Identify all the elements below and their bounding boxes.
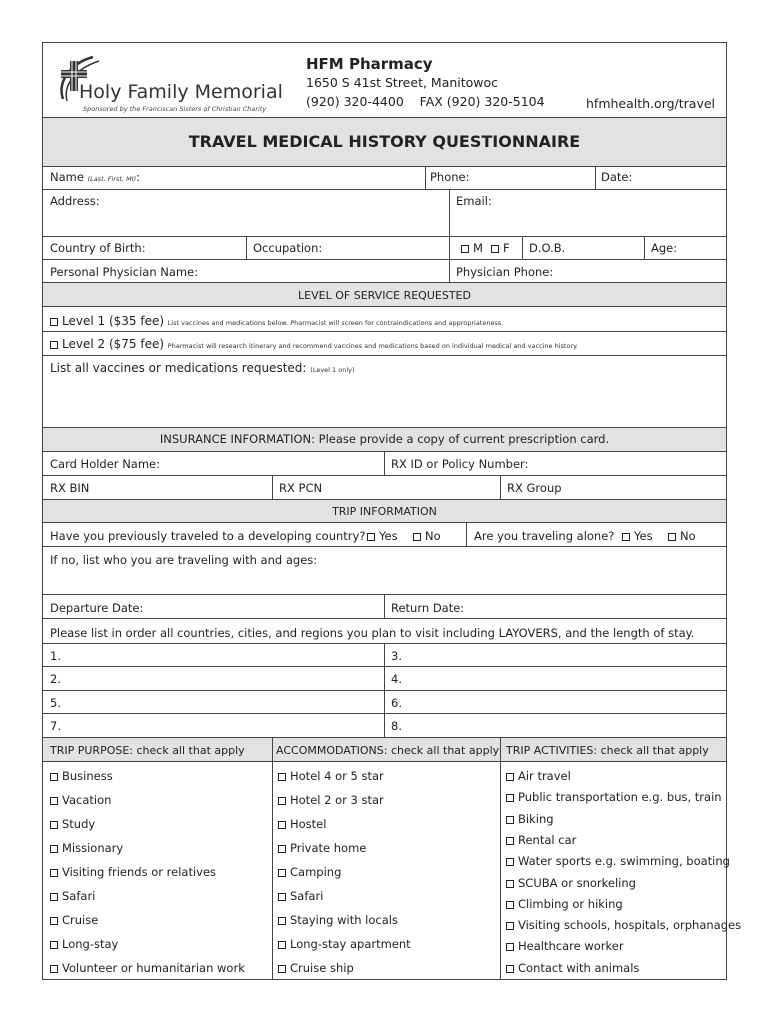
trip-purpose-option-checkbox[interactable] bbox=[50, 913, 98, 927]
departure-date-label: Departure Date: bbox=[50, 601, 144, 615]
accommodation-option-checkbox[interactable] bbox=[278, 961, 354, 975]
trip-purpose-option-checkbox[interactable] bbox=[50, 793, 111, 807]
trip-activity-option-label: Healthcare worker bbox=[518, 939, 624, 954]
checkbox-icon bbox=[668, 533, 676, 541]
level1-checkbox[interactable]: Level 1 ($35 fee) List vaccines and medications below. Pharmacist will screen for contraindications and appropriateness. bbox=[50, 314, 503, 330]
checkbox-icon bbox=[50, 845, 58, 853]
sex-male-checkbox[interactable]: M bbox=[461, 241, 483, 255]
level2-checkbox[interactable]: Level 2 ($75 fee) Pharmacist will research itinerary and recommend vaccines and medications based on individual medical and vaccine history. bbox=[50, 337, 578, 353]
accommodation-option-label: Hotel 4 or 5 star bbox=[290, 769, 384, 783]
stop-8-field[interactable] bbox=[385, 713, 726, 737]
checkbox-icon bbox=[506, 773, 514, 781]
trip-activity-option-checkbox[interactable] bbox=[506, 918, 741, 932]
physician-phone-label: Physician Phone: bbox=[456, 265, 554, 279]
trip-activities-heading: TRIP ACTIVITIES: check all that apply bbox=[506, 744, 709, 757]
stop-1-field[interactable] bbox=[43, 643, 384, 666]
date-label: Date: bbox=[601, 170, 633, 184]
checkbox-icon bbox=[506, 922, 514, 930]
checkbox-icon bbox=[506, 794, 514, 802]
logo-name: Holy Family Memorial bbox=[79, 81, 283, 103]
trip-activity-option-checkbox[interactable] bbox=[506, 876, 636, 890]
stop-6-field[interactable] bbox=[385, 690, 726, 713]
checkbox-icon bbox=[491, 245, 499, 253]
stop-4-field[interactable] bbox=[385, 666, 726, 690]
logo-tagline: Sponsored by the Franciscan Sisters of Christian Charity bbox=[83, 105, 267, 113]
pharmacy-name: HFM Pharmacy bbox=[306, 55, 433, 73]
phone-label: Phone: bbox=[430, 170, 470, 184]
accommodations-heading: ACCOMMODATIONS: check all that apply bbox=[276, 744, 500, 757]
checkbox-icon bbox=[506, 837, 514, 845]
card-holder-label: Card Holder Name: bbox=[50, 457, 160, 471]
trip-activity-option-checkbox[interactable] bbox=[506, 769, 571, 783]
accommodation-option-label: Staying with locals bbox=[290, 913, 398, 927]
country-of-birth-label: Country of Birth: bbox=[50, 241, 146, 255]
trip-activity-option-checkbox[interactable] bbox=[506, 939, 624, 953]
checkbox-icon bbox=[506, 901, 514, 909]
checkbox-icon bbox=[50, 869, 58, 877]
accommodation-option-checkbox[interactable] bbox=[278, 793, 384, 807]
accommodation-option-checkbox[interactable] bbox=[278, 817, 326, 831]
checkbox-icon bbox=[413, 533, 421, 541]
checkbox-icon bbox=[278, 797, 286, 805]
trip-activity-option-label: Contact with animals bbox=[518, 960, 640, 975]
email-label: Email: bbox=[456, 194, 492, 208]
insurance-heading: INSURANCE INFORMATION: Please provide a copy of current prescription card. bbox=[159, 432, 610, 446]
trip-purpose-option-label: Vacation bbox=[62, 793, 112, 807]
trip-activity-option-checkbox[interactable] bbox=[506, 961, 639, 975]
accommodation-option-label: Cruise ship bbox=[290, 961, 354, 975]
stop-4-label: 4. bbox=[391, 672, 402, 686]
service-heading: LEVEL OF SERVICE REQUESTED bbox=[298, 289, 471, 302]
logo bbox=[53, 51, 293, 113]
companions-label: If no, list who you are traveling with and ages: bbox=[50, 553, 318, 567]
trip-purpose-option-label: Cruise bbox=[62, 913, 99, 927]
checkbox-icon bbox=[50, 318, 58, 326]
trip-purpose-option-checkbox[interactable] bbox=[50, 769, 113, 783]
checkbox-icon bbox=[506, 880, 514, 888]
accommodation-option-checkbox[interactable] bbox=[278, 865, 341, 879]
checkbox-icon bbox=[278, 917, 286, 925]
trip-activity-option-label: Water sports e.g. swimming, boating bbox=[518, 854, 730, 869]
developing-yes-checkbox[interactable]: Yes bbox=[367, 529, 398, 543]
checkbox-icon bbox=[50, 917, 58, 925]
rx-group-label: RX Group bbox=[507, 481, 562, 495]
trip-purpose-option-checkbox[interactable] bbox=[50, 841, 123, 855]
trip-purpose-option-label: Safari bbox=[62, 889, 96, 903]
accommodation-option-label: Long-stay apartment bbox=[290, 937, 411, 951]
checkbox-icon bbox=[50, 821, 58, 829]
stop-7-label: 7. bbox=[50, 719, 61, 733]
rx-bin-label: RX BIN bbox=[50, 481, 90, 495]
website-link[interactable]: hfmhealth.org/travel bbox=[586, 96, 716, 111]
trip-purpose-option-checkbox[interactable] bbox=[50, 961, 245, 975]
vaccines-label: List all vaccines or medications requested: (Level 1 only) bbox=[50, 361, 355, 375]
form-title: TRAVEL MEDICAL HISTORY QUESTIONNAIRE bbox=[188, 132, 581, 151]
trip-purpose-option-checkbox[interactable] bbox=[50, 937, 118, 951]
sex-female-checkbox[interactable]: F bbox=[491, 241, 510, 255]
trip-activity-option-checkbox[interactable] bbox=[506, 854, 730, 868]
stop-2-field[interactable] bbox=[43, 666, 384, 690]
name-label: Name (Last, First, MI): bbox=[50, 170, 141, 184]
occupation-label: Occupation: bbox=[253, 241, 323, 255]
accommodation-option-checkbox[interactable] bbox=[278, 913, 398, 927]
accommodation-option-checkbox[interactable] bbox=[278, 889, 323, 903]
checkbox-icon bbox=[50, 341, 58, 349]
checkbox-icon bbox=[278, 869, 286, 877]
accommodation-option-label: Private home bbox=[290, 841, 367, 855]
trip-purpose-option-label: Missionary bbox=[62, 841, 124, 855]
address-field[interactable] bbox=[43, 189, 449, 236]
address-label: Address: bbox=[50, 194, 100, 208]
checkbox-icon bbox=[278, 845, 286, 853]
trip-purpose-option-checkbox[interactable] bbox=[50, 817, 95, 831]
dob-label: D.O.B. bbox=[529, 241, 566, 255]
stop-7-field[interactable] bbox=[43, 713, 384, 737]
rx-pcn-label: RX PCN bbox=[279, 481, 323, 495]
traveling-alone-question: Are you traveling alone? bbox=[474, 529, 615, 543]
checkbox-icon bbox=[278, 821, 286, 829]
trip-activity-option-label: Air travel bbox=[518, 769, 571, 783]
trip-activity-option-label: Public transportation e.g. bus, train bbox=[518, 790, 722, 805]
trip-purpose-option-checkbox[interactable] bbox=[50, 865, 216, 879]
physician-name-label: Personal Physician Name: bbox=[50, 265, 199, 279]
accommodation-option-label: Hotel 2 or 3 star bbox=[290, 793, 384, 807]
trip-activity-option-label: Rental car bbox=[518, 832, 577, 847]
trip-activity-option-label: Visiting schools, hospitals, orphanages bbox=[518, 918, 742, 933]
checkbox-icon bbox=[50, 773, 58, 781]
trip-activity-option-checkbox[interactable] bbox=[506, 790, 722, 804]
stop-3-field[interactable] bbox=[385, 643, 726, 666]
trip-purpose-option-checkbox[interactable] bbox=[50, 889, 95, 903]
developing-country-question: Have you previously traveled to a developing country? bbox=[50, 529, 366, 543]
stop-1-label: 1. bbox=[50, 649, 61, 663]
trip-purpose-heading: TRIP PURPOSE: check all that apply bbox=[50, 744, 245, 757]
stop-8-label: 8. bbox=[391, 719, 402, 733]
checkbox-icon bbox=[461, 245, 469, 253]
countries-instruction: Please list in order all countries, cities, and regions you plan to visit including LAYOVERS, and the length of stay. bbox=[50, 626, 695, 640]
pharmacy-phone-fax: (920) 320-4400 FAX (920) 320-5104 bbox=[306, 94, 545, 109]
alone-no-checkbox[interactable]: No bbox=[668, 529, 696, 543]
rx-id-label: RX ID or Policy Number: bbox=[391, 457, 529, 471]
trip-activity-option-label: Climbing or hiking bbox=[518, 896, 623, 911]
accommodation-option-checkbox[interactable] bbox=[278, 769, 384, 783]
checkbox-icon bbox=[506, 816, 514, 824]
age-label: Age: bbox=[651, 241, 678, 255]
trip-activity-option-label: Biking bbox=[518, 811, 554, 826]
accommodation-option-label: Camping bbox=[290, 865, 342, 879]
checkbox-icon bbox=[278, 941, 286, 949]
accommodation-option-checkbox[interactable] bbox=[278, 841, 366, 855]
developing-no-checkbox[interactable]: No bbox=[413, 529, 441, 543]
alone-yes-checkbox[interactable]: Yes bbox=[622, 529, 653, 543]
trip-activity-option-checkbox[interactable] bbox=[506, 833, 576, 847]
accommodation-option-checkbox[interactable] bbox=[278, 937, 411, 951]
trip-purpose-option-label: Visiting friends or relatives bbox=[62, 865, 217, 879]
stop-3-label: 3. bbox=[391, 649, 402, 663]
checkbox-icon bbox=[278, 773, 286, 781]
checkbox-icon bbox=[367, 533, 375, 541]
checkbox-icon bbox=[506, 965, 514, 973]
trip-activity-option-checkbox[interactable] bbox=[506, 812, 554, 826]
checkbox-icon bbox=[506, 858, 514, 866]
checkbox-icon bbox=[50, 893, 58, 901]
checkbox-icon bbox=[278, 893, 286, 901]
pharmacy-address: 1650 S 41st Street, Manitowoc bbox=[306, 75, 499, 90]
checkbox-icon bbox=[506, 943, 514, 951]
trip-heading: TRIP INFORMATION bbox=[332, 505, 437, 518]
stop-6-label: 6. bbox=[391, 696, 402, 710]
stop-2-label: 2. bbox=[50, 672, 61, 686]
return-date-label: Return Date: bbox=[391, 601, 465, 615]
checkbox-icon bbox=[50, 941, 58, 949]
trip-purpose-option-label: Long-stay bbox=[62, 937, 119, 951]
trip-activity-option-label: SCUBA or snorkeling bbox=[518, 875, 636, 890]
stop-5-field[interactable] bbox=[43, 690, 384, 713]
checkbox-icon bbox=[278, 965, 286, 973]
accommodation-option-label: Safari bbox=[290, 889, 324, 903]
accommodation-option-label: Hostel bbox=[290, 817, 327, 831]
checkbox-icon bbox=[50, 797, 58, 805]
checkbox-icon bbox=[622, 533, 630, 541]
trip-activity-option-checkbox[interactable] bbox=[506, 897, 623, 911]
trip-purpose-option-label: Volunteer or humanitarian work bbox=[62, 961, 245, 975]
stop-5-label: 5. bbox=[50, 696, 61, 710]
trip-purpose-option-label: Business bbox=[62, 769, 113, 783]
trip-purpose-option-label: Study bbox=[62, 817, 96, 831]
checkbox-icon bbox=[50, 965, 58, 973]
questionnaire-form bbox=[42, 42, 742, 980]
